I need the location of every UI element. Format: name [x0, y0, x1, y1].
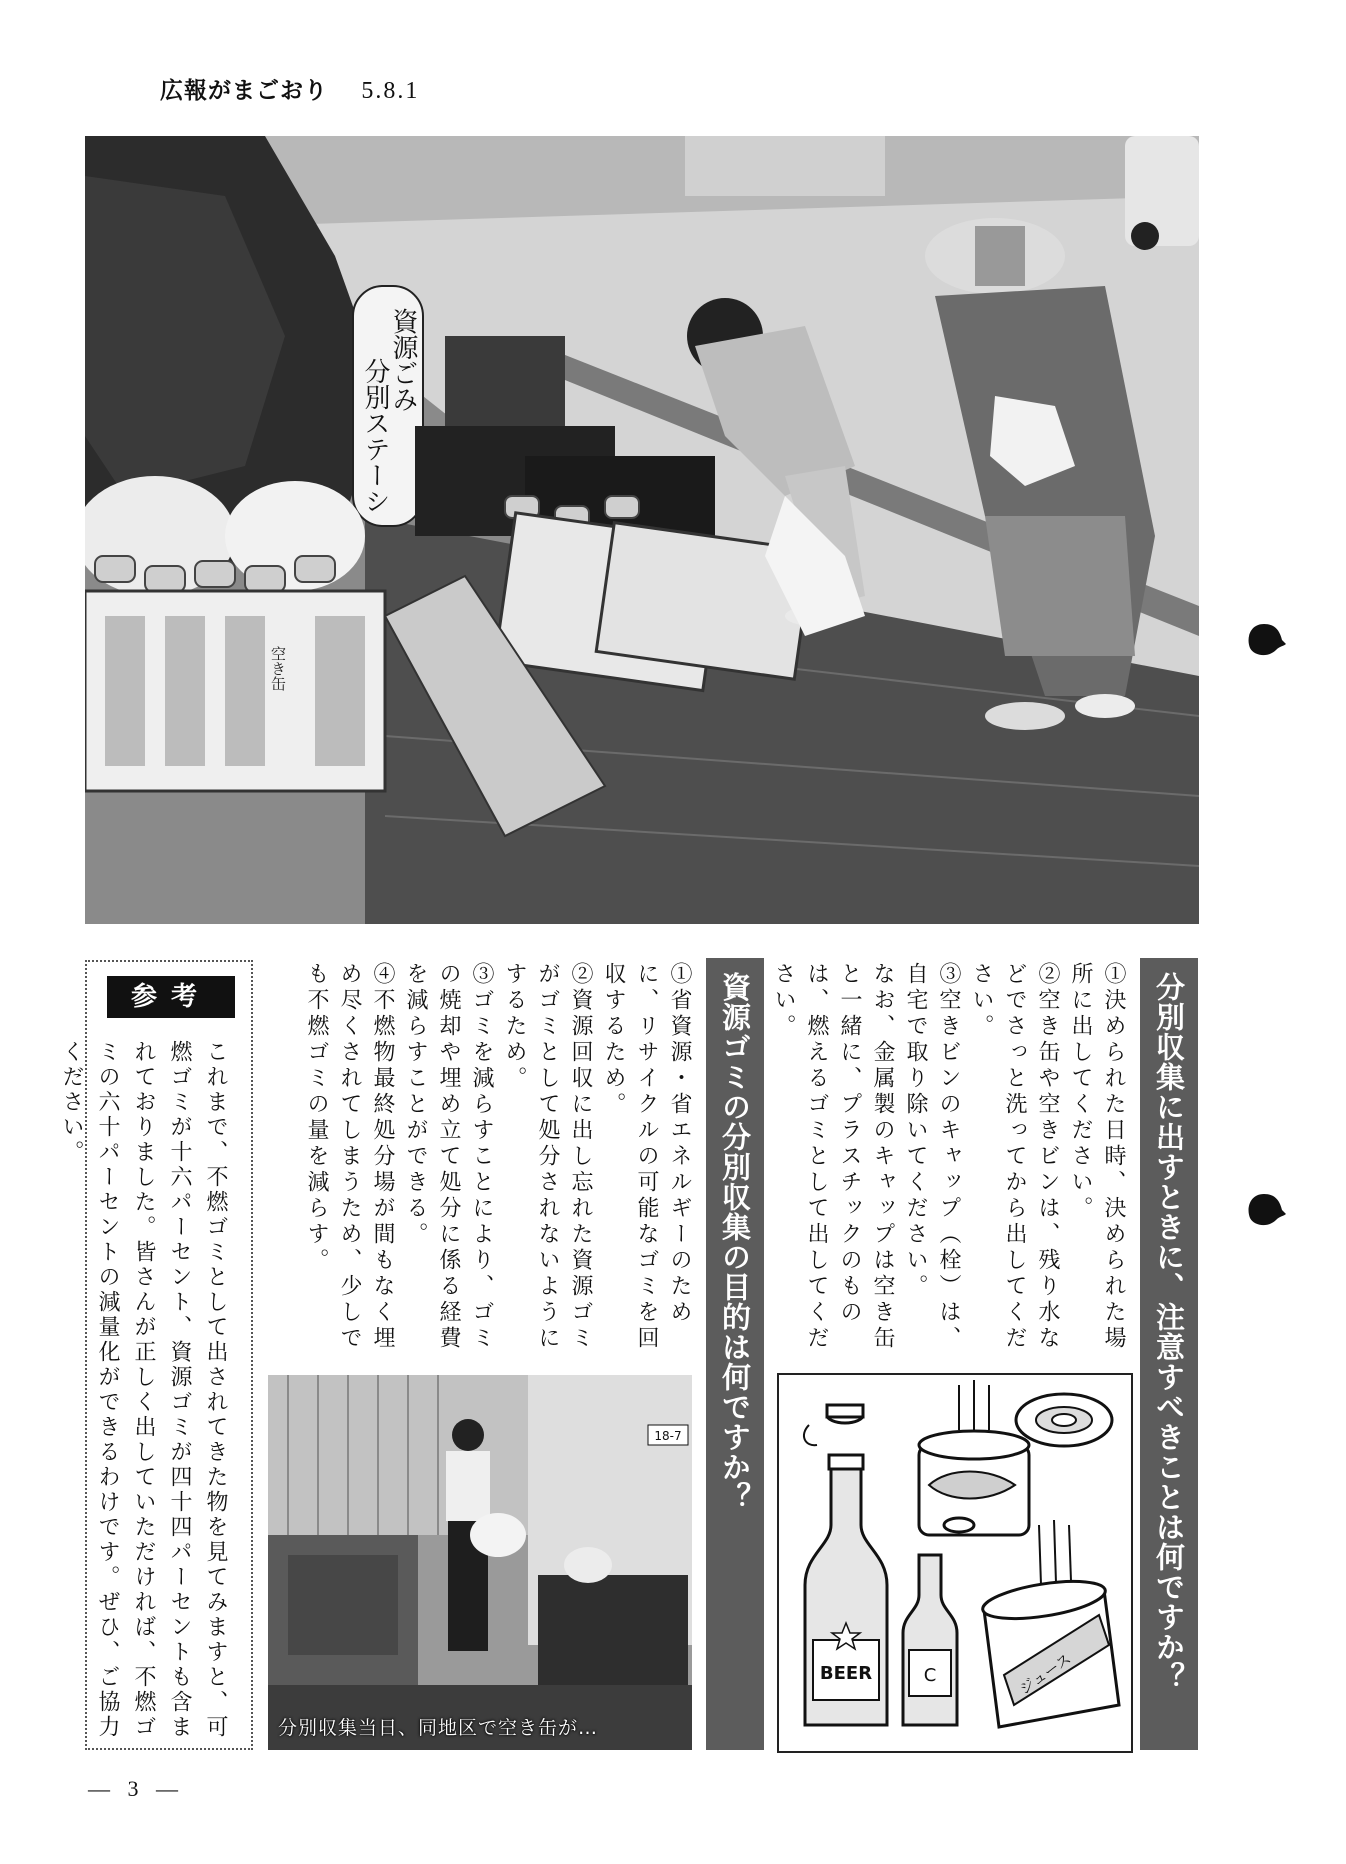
page-header [160, 72, 419, 105]
reference-text: これまで、不燃ゴミとして出されてきた物を見てみますと、可燃ゴミが十六パーセント、資源ゴミが四十四パーセントも含まれておりました。皆さんが正しく出していただければ、不燃ゴミの六十パーセントの減量化ができるわけです。ぜひ、ご協力ください。 [59, 1040, 228, 1740]
crate-label: 空き缶 [269, 646, 287, 691]
section2-item-2: ②資源回収に出し忘れた資源ゴミがゴミとして処分されないようにするため。 [502, 962, 593, 1352]
section2-body [300, 962, 696, 1362]
juice-can-label: ジュース [1015, 1649, 1075, 1699]
section1-body [767, 962, 1130, 1372]
section2-item-3: ③ゴミを減らすことにより、ゴミの焼却や埋め立て処分に係る経費を減らすことができる。 [403, 962, 494, 1352]
sign-text-2: 分別ステーシ [360, 358, 390, 514]
small-bottle-icon [903, 1518, 974, 1725]
main-photo [85, 136, 1199, 924]
truck-plate: 18-7 [654, 1429, 682, 1443]
beer-label: BEER [819, 1663, 873, 1684]
page-number: — 3 — [88, 1776, 184, 1801]
section1-item-3: ③空きビンのキャップ（栓）は、自宅で取り除いてください。 [903, 962, 961, 1352]
section1-item-4: なお、金属製のキャップは空き缶と一緒に、プラスチックのものは、燃えるゴミとして出してください。 [771, 962, 895, 1352]
side-mark-icon [1244, 620, 1288, 658]
section2-item-1: ①省資源・省エネルギーのために、リサイクルの可能なゴミを回収するため。 [601, 962, 692, 1352]
section1-heading: 分別収集に出すときに、注意すべきことは何ですか？ [1140, 958, 1198, 1750]
small-bottle-label: C [923, 1665, 937, 1686]
section2-heading: 資源ゴミの分別収集の目的は何ですか？ [706, 958, 764, 1750]
collection-sign [353, 286, 423, 526]
recycling-illustration [777, 1373, 1133, 1753]
washing-can-icon [919, 1380, 1029, 1535]
bottle-cap-icon [804, 1405, 863, 1445]
section1-item-1: ①決められた日時、決められた場所に出してください。 [1068, 962, 1126, 1352]
collection-day-photo [268, 1375, 692, 1750]
beer-bottle-icon [805, 1455, 887, 1725]
reference-label: 参考 [107, 976, 235, 1018]
crate [85, 591, 385, 791]
reference-box [59, 960, 253, 1750]
photo-caption: 分別収集当日、同地区で空き缶が… [278, 1717, 599, 1739]
publication-date: 5.8.1 [361, 78, 420, 104]
sign-text-1: 資源ごみ [388, 308, 418, 412]
side-mark-icon [1244, 1190, 1288, 1228]
can-lid-icon [1016, 1394, 1112, 1446]
section2-item-4: ④不燃物最終処分場が間もなく埋め尽くされてしまうため、少しでも不燃ゴミの量を減らす。 [304, 962, 395, 1352]
section1-item-2: ②空き缶や空きビンは、残り水などでさっと洗ってから出してください。 [969, 962, 1060, 1352]
juice-can-icon [980, 1520, 1119, 1727]
publication-title: 広報がまごおり [160, 78, 328, 104]
